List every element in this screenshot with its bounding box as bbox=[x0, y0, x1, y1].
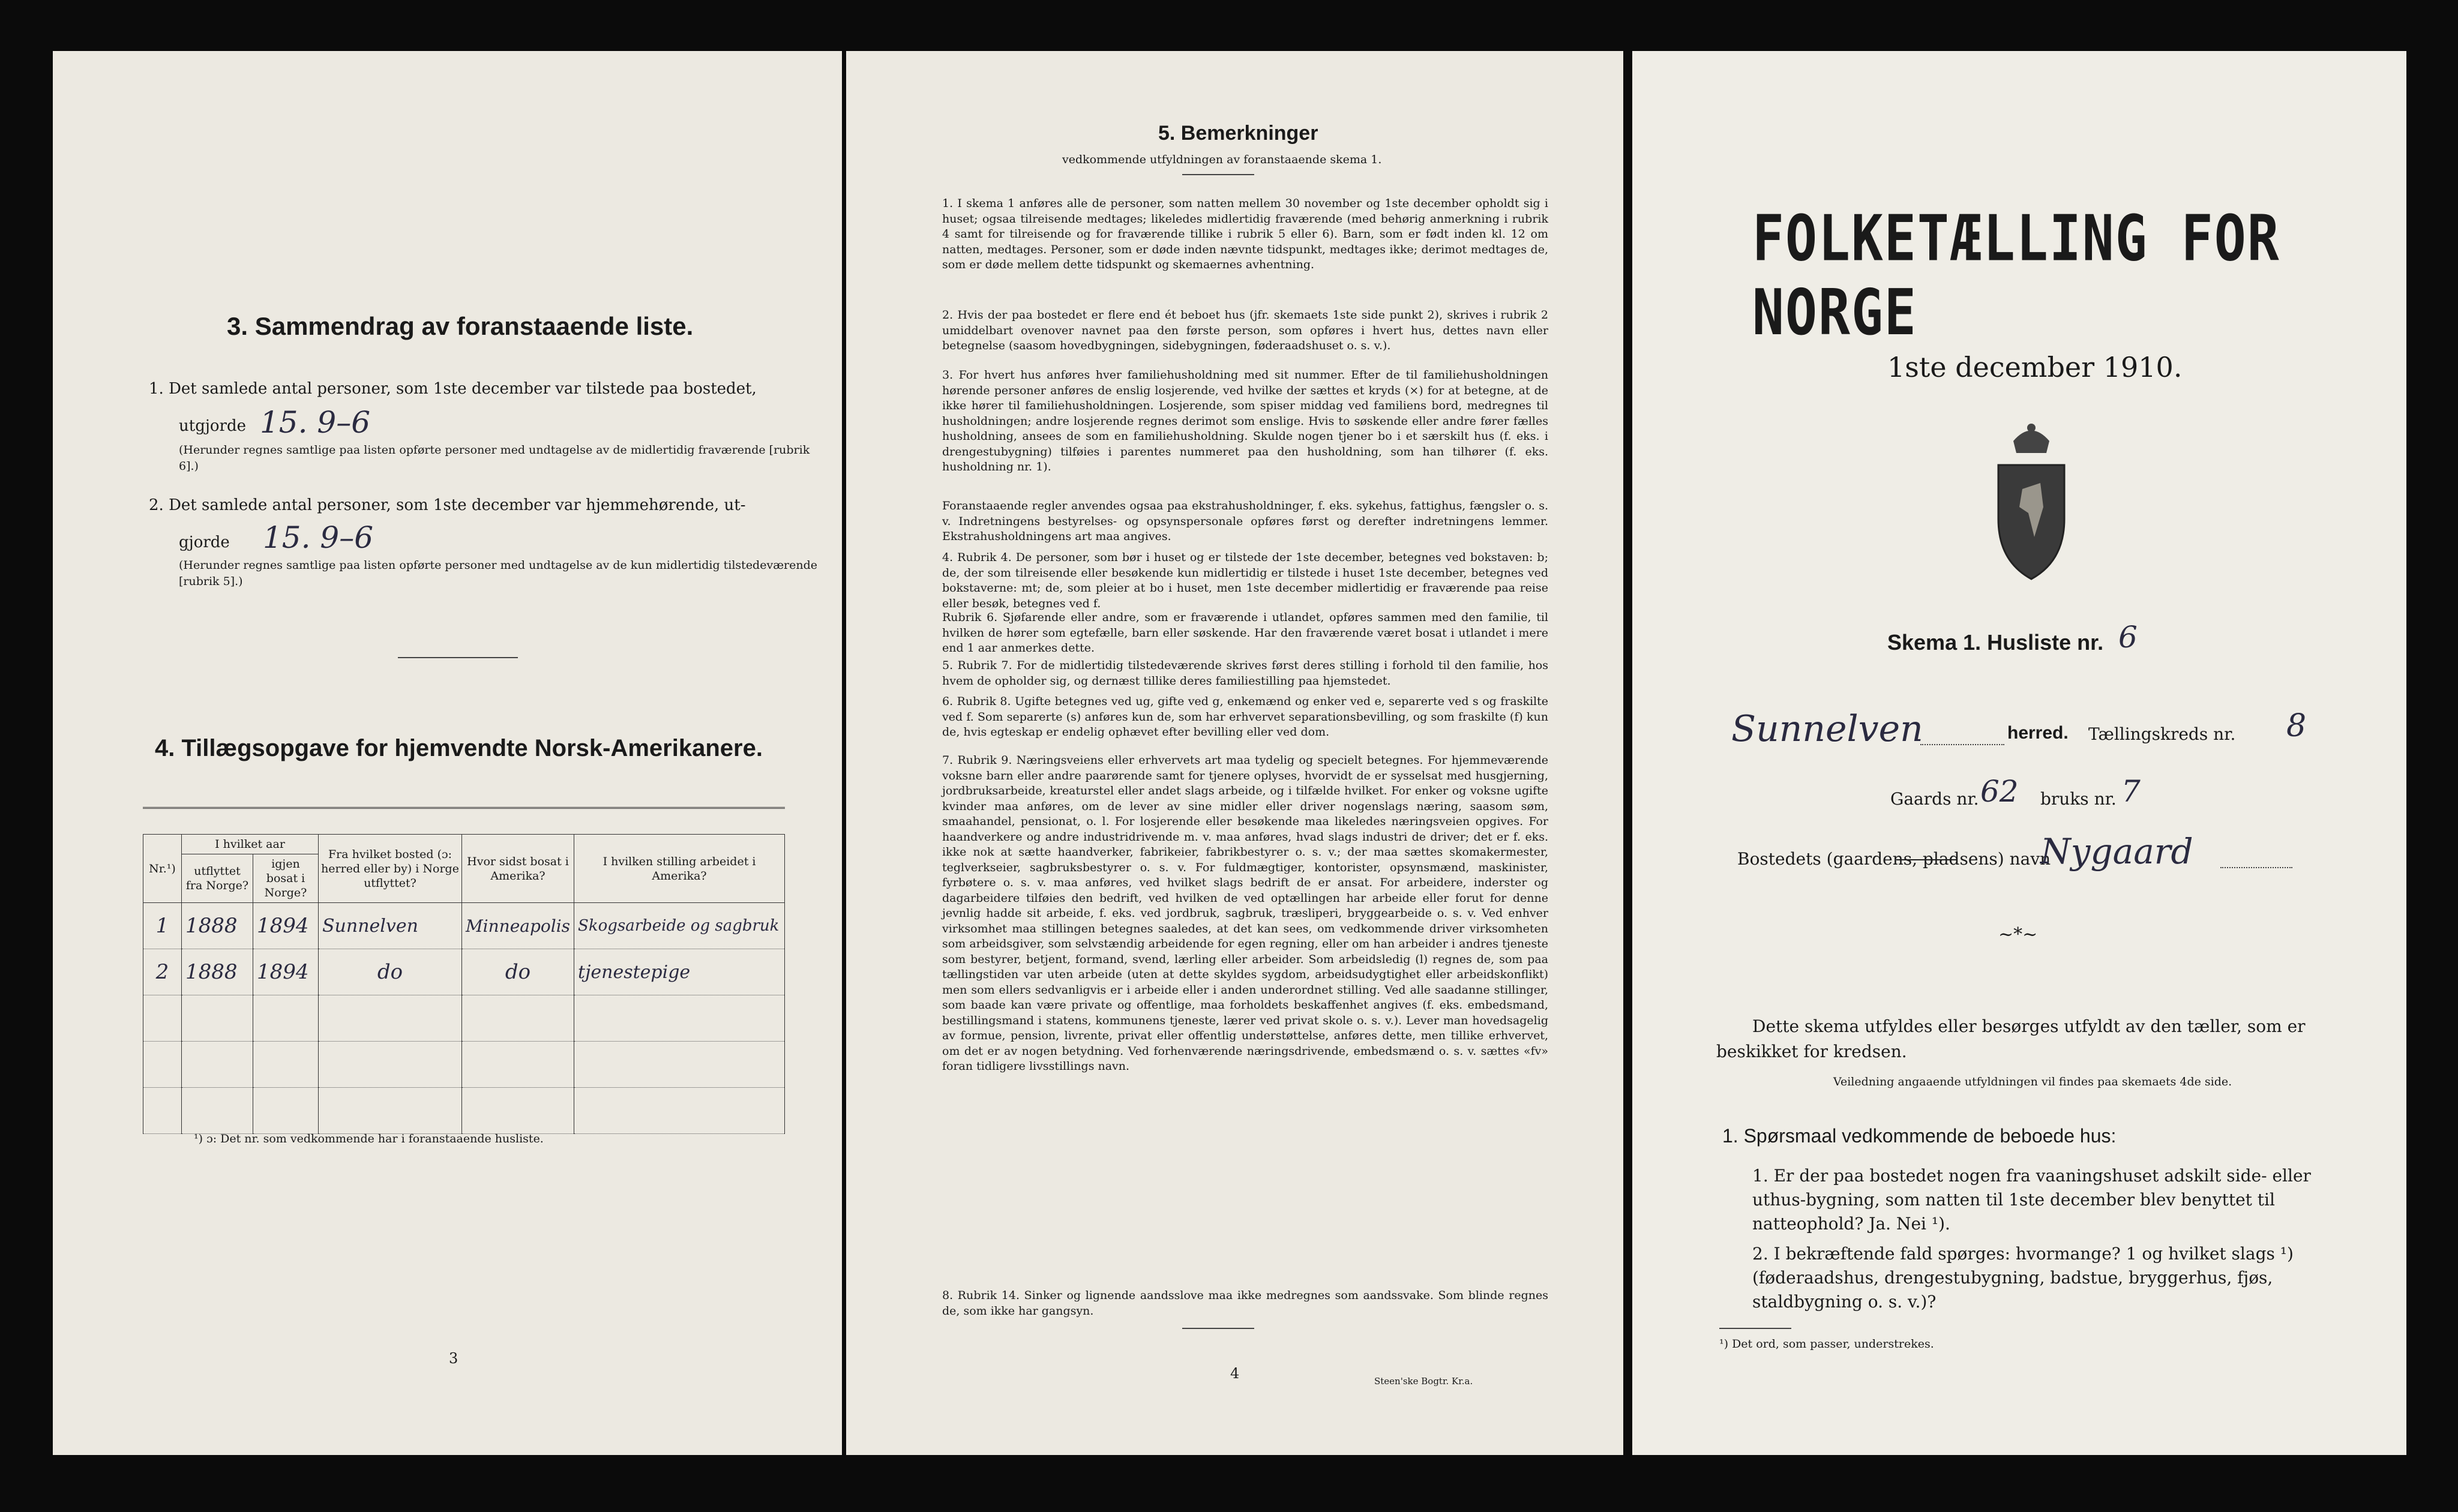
guide-text: Veiledning angaaende utfyldningen vil findes paa skemaets 4de side. bbox=[1833, 1075, 2232, 1088]
page-right bbox=[1632, 51, 2406, 1455]
cell-occupation: tjenestepige bbox=[574, 949, 785, 995]
item-1-prefix: utgjorde bbox=[179, 417, 247, 435]
intro-text: Dette skema utfyldes eller besørges utfyldt av den tæller, som er beskikket for kredsen. bbox=[1716, 1016, 2306, 1061]
remark-3: 3. For hvert hus anføres hver familiehusholdning med sit nummer. Efter de til familiehusholdningen hørende personer anføres de enslig losjerende, ved hvilke der sættes et kryds (×) for at betegne, at de ikke hører til familiehusholdningen. Losjerende, som spiser middag ved familiens bord, medregnes til husholdningen; andre losjerende regnes derimot som enslige. Hvis to søskende eller andre fører fælles husholdning, ansees de som en familiehusholdning. Skulde nogen tjener bo i et særskilt hus (f. eks. i drengestubygning) tilføies i parentes nummeret paa den husholdning, som han tilhører (f. eks. husholdning nr. 1). bbox=[942, 368, 1548, 473]
cell-nr: 1 bbox=[143, 903, 182, 949]
col-occupation: I hvilken stilling arbeidet i Amerika? bbox=[574, 835, 785, 903]
col-nr: Nr.¹) bbox=[143, 835, 182, 903]
remarks-subtitle: vedkommende utfyldningen av foranstaaende skema 1. bbox=[1062, 153, 1382, 166]
cell-from: do bbox=[319, 949, 462, 995]
remarks-end-rule bbox=[1182, 1328, 1254, 1329]
census-date: 1ste december 1910. bbox=[1887, 351, 2183, 383]
cell-out: 1888 bbox=[182, 949, 253, 995]
printer-mark: Steen'ske Bogtr. Kr.a. bbox=[1374, 1376, 1473, 1387]
item-2-text: 2. Det samlede antal personer, som 1ste december var hjemmehørende, ut- bbox=[149, 496, 746, 514]
col-america: Hvor sidst bosat i Amerika? bbox=[462, 835, 574, 903]
cell-back: 1894 bbox=[253, 949, 319, 995]
question-1: 1. Er der paa bostedet nogen fra vaaningshuset adskilt side- eller uthus-bygning, som natten til 1ste december blev benyttet til natteophold? Ja. Nei ¹). bbox=[1752, 1166, 2311, 1234]
col-back: igjen bosat i Norge? bbox=[253, 854, 319, 903]
husliste-number: 6 bbox=[2118, 620, 2138, 655]
question-2: 2. I bekræftende fald spørges: hvormange? 1 og hvilket slags ¹) (føderaadshus, drengestubygning, badstue, bryggerhus, fjøs, staldbygning o. s. v.)? bbox=[1752, 1244, 2294, 1312]
page-number: 3 bbox=[449, 1350, 458, 1367]
item-2-prefix: gjorde bbox=[179, 533, 230, 551]
footnote: ¹) Det ord, som passer, understrekes. bbox=[1719, 1337, 1934, 1351]
item-1-note: (Herunder regnes samtlige paa listen opførte personer med undtagelse av de midlertidig fraværende [rubrik 6].) bbox=[179, 443, 810, 473]
divider bbox=[398, 657, 518, 658]
table-row bbox=[143, 1088, 785, 1134]
gaards-label: Gaards nr. bbox=[1890, 789, 1979, 809]
col-out: utflyttet fra Norge? bbox=[182, 854, 253, 903]
page-left bbox=[53, 51, 842, 1455]
bruks-label: bruks nr. bbox=[2040, 789, 2117, 809]
cell-from: Sunnelven bbox=[319, 903, 462, 949]
section-3-title: 3. Sammendrag av foranstaaende liste. bbox=[227, 312, 694, 340]
remark-8: 8. Rubrik 14. Sinker og lignende aandsslove maa ikke medregnes som aandssvake. Som blinde regnes de, som ikke har gangsyn. bbox=[942, 1289, 1548, 1318]
question-title: 1. Spørsmaal vedkommende de beboede hus: bbox=[1722, 1125, 2117, 1147]
item-1-text: 1. Det samlede antal personer, som 1ste december var tilstede paa bostedet, bbox=[149, 380, 757, 398]
table-row bbox=[143, 1042, 785, 1088]
item-2-note: (Herunder regnes samtlige paa listen opførte personer med undtagelse av de kun midlertidig tilstedeværende [rubrik 5].) bbox=[179, 559, 818, 588]
remarks-title: 5. Bemerkninger bbox=[1158, 122, 1318, 145]
footnote-rule bbox=[1719, 1328, 1791, 1329]
bruks-value: 7 bbox=[2121, 774, 2141, 809]
col-from: Fra hvilket bosted (ɔ: herred eller by) i Norge utflyttet? bbox=[319, 835, 462, 903]
herred-label: herred. bbox=[2007, 723, 2069, 743]
remark-6: 6. Rubrik 8. Ugifte betegnes ved ug, gifte ved g, enkemænd og enker ved e, separerte ved s og fraskilte ved f. Som separerte (s) anføres kun de, som har erhvervet separationsbevilling, og som fraskilte (f) kun de, hvis egteskap er endelig ophævet efter bevilling eller ved dom. bbox=[942, 695, 1548, 739]
table-row bbox=[143, 949, 785, 995]
remark-5: 5. Rubrik 7. For de midlertidig tilstedeværende skrives først deres stilling i forhold til den familie, hos hvem de opholder sig, og dernæst tillike deres familiestilling paa hjemstedet. bbox=[942, 659, 1548, 688]
remark-4: 4. Rubrik 4. De personer, som bør i huset og er tilstede der 1ste december, betegnes ved bokstaven: b; de, der som tilreisende eller besøkende kun midlertidig er tilstede i huset 1ste december, betegnes ved bokstaverne: mt; de, som pleier at bo i huset, men 1ste december midlertidig er fraværende paa reise eller besøk, betegnes ved f. bbox=[942, 551, 1548, 610]
cell-nr: 2 bbox=[143, 949, 182, 995]
cell-out: 1888 bbox=[182, 903, 253, 949]
schema-label: Skema 1. Husliste nr. bbox=[1887, 630, 2104, 655]
bosted-value: Nygaard bbox=[2040, 831, 2193, 872]
remark-2: 2. Hvis der paa bostedet er flere end ét beboet hus (jfr. skemaets 1ste side punkt 2), skrives i rubrik 2 umiddelbart ovenover navnet paa den første person, som opføres i hvert hus, dettes navn eller betegnelse (saasom hovedbygningen, sidebygningen, føderaadshuset o. s. v.). bbox=[942, 308, 1548, 352]
pladsens-strike bbox=[1896, 859, 1956, 860]
kreds-value: 8 bbox=[2286, 708, 2307, 744]
col-group-year: I hvilket aar bbox=[182, 835, 319, 854]
item-1-values: 15. 9–6 bbox=[260, 405, 371, 440]
page-number: 4 bbox=[1230, 1365, 1240, 1382]
cell-america: Minneapolis bbox=[462, 903, 574, 949]
remark-3b: Foranstaaende regler anvendes ogsaa paa ekstrahusholdninger, f. eks. sykehus, fattighus, fængsler o. s. v. Indretningens bestyrelses- og opsynspersonale opføres først og derefter indretningens lemmer. Ekstrahusholdningens art maa angives. bbox=[942, 499, 1548, 543]
section-4-title: 4. Tillægsopgave for hjemvendte Norsk-Amerikanere. bbox=[155, 735, 763, 761]
footnote: ¹) ɔ: Det nr. som vedkommende har i foranstaaende husliste. bbox=[194, 1132, 544, 1145]
cell-occupation: Skogsarbeide og sagbruk bbox=[574, 903, 785, 949]
cell-america: do bbox=[462, 949, 574, 995]
remarks-rule bbox=[1182, 174, 1254, 175]
remark-4b: Rubrik 6. Sjøfarende eller andre, som er fraværende i utlandet, opføres sammen med den familie, til hvilken de hører som egtefælle, barn eller søskende. Har den fraværende været bosat i utlandet i mere end 1 aar anmerkes dette. bbox=[942, 611, 1548, 655]
coat-of-arms-icon bbox=[1986, 417, 2076, 585]
cell-back: 1894 bbox=[253, 903, 319, 949]
page-middle bbox=[846, 51, 1623, 1455]
section-4-rule bbox=[143, 807, 785, 809]
bosted-label: Bostedets (gaardens, pladsens) navn bbox=[1737, 849, 2051, 869]
item-2-values: 15. 9–6 bbox=[263, 520, 374, 555]
ornament: ~*~ bbox=[1998, 924, 2038, 945]
gaards-value: 62 bbox=[1980, 774, 2019, 809]
table-row bbox=[143, 995, 785, 1042]
norsk-amerikanere-table bbox=[143, 834, 785, 1134]
table-row bbox=[143, 903, 785, 949]
herred-value: Sunnelven bbox=[1731, 708, 1923, 750]
census-title: FOLKETÆLLING FOR NORGE bbox=[1752, 201, 2280, 350]
kreds-label: Tællingskreds nr. bbox=[2088, 724, 2236, 744]
remark-1: 1. I skema 1 anføres alle de personer, som natten mellem 30 november og 1ste december opholdt sig i huset; ogsaa tilreisende medtages; likeledes midlertidig fraværende (med behørig anmerkning i rubrik 4 samt for tilreisende og for fraværende tillike i rubrik 5 eller 6). Barn, som er født inden kl. 12 om natten, medtages. Personer, som er døde inden nævnte tidspunkt, medtages ikke; derimot medtages de, som er døde mellem dette tidspunkt og skemaernes avhentning. bbox=[942, 197, 1548, 271]
remark-7: 7. Rubrik 9. Næringsveiens eller erhvervets art maa tydelig og specielt betegnes. For hjemmeværende voksne barn eller andre paarørende samt for tjenere oplyses, hvorvidt de er sysselsat med husgjerning, jordbruksarbeide, kreaturstel eller andet slags arbeide, og i tilfælde hvilket. For enker og voksne ugifte kvinder maa anføres, om de lever av sine midler eller driver nogenslags næring, saasom søm, smaahandel, pensionat, o. l. For losjerende eller besøkende maa likeledes næringsveien opgives. For haandverkere og andre industridrivende m. v. maa anføres, hvad slags industri de driver; det er f. eks. ikke nok at sætte haandverker, fabrikeier, fabrikbestyrer o. s. v.; der maa sættes skomakermester, teglverkseier, sagbruksbestyrer o. s. v. For fuldmægtiger, kontorister, opsynsmænd, maskinister, fyrbøtere o. s. v. maa anføres, ved hvilket slags bedrift de er ansat. For arbeidere, inderster og dagarbeidere tilføies den bedrift, ved hvilken de ved optællingen har arbeide eller forut for denne jevnlig hadde sit arbeide, f. eks. ved jordbruk, sagbruk, træsliperi, bryggearbeide o. s. v. Ved enhver virksomhet maa stillingen betegnes saaledes, at det kan sees, om vedkommende driver virksomheten som arbeidsgiver, som selvstændig arbeidende for egen regning, eller om han arbeider i andres tjeneste som bestyrer, betjent, formand, svend, lærling eller arbeider. Som arbeidsledig (l) regnes de, som paa tællingstiden var uten arbeide (uten at dette skyldes sygdom, arbeidsudygtighet eller arbeidskonflikt) men som ellers sedvanligvis er i arbeide eller i anden underordnet stilling. Ved alle saadanne stillinger, som baade kan være private og offentlige, maa forholdets beskaffenhet angives (f. eks. embedsmand, bestillingsmand i statens, kommunens tjeneste, lærer ved privat skole o. s. v.). Lever man hovedsagelig av formue, pension, livrente, privat eller offentlig understøttelse, anføres dette, men tillike erhvervet, om det er av nogen betydning. Ved forhenværende næringsdrivende, embedsmænd o. s. v. sættes «fv» foran tidligere livsstillings navn. bbox=[942, 754, 1548, 1073]
